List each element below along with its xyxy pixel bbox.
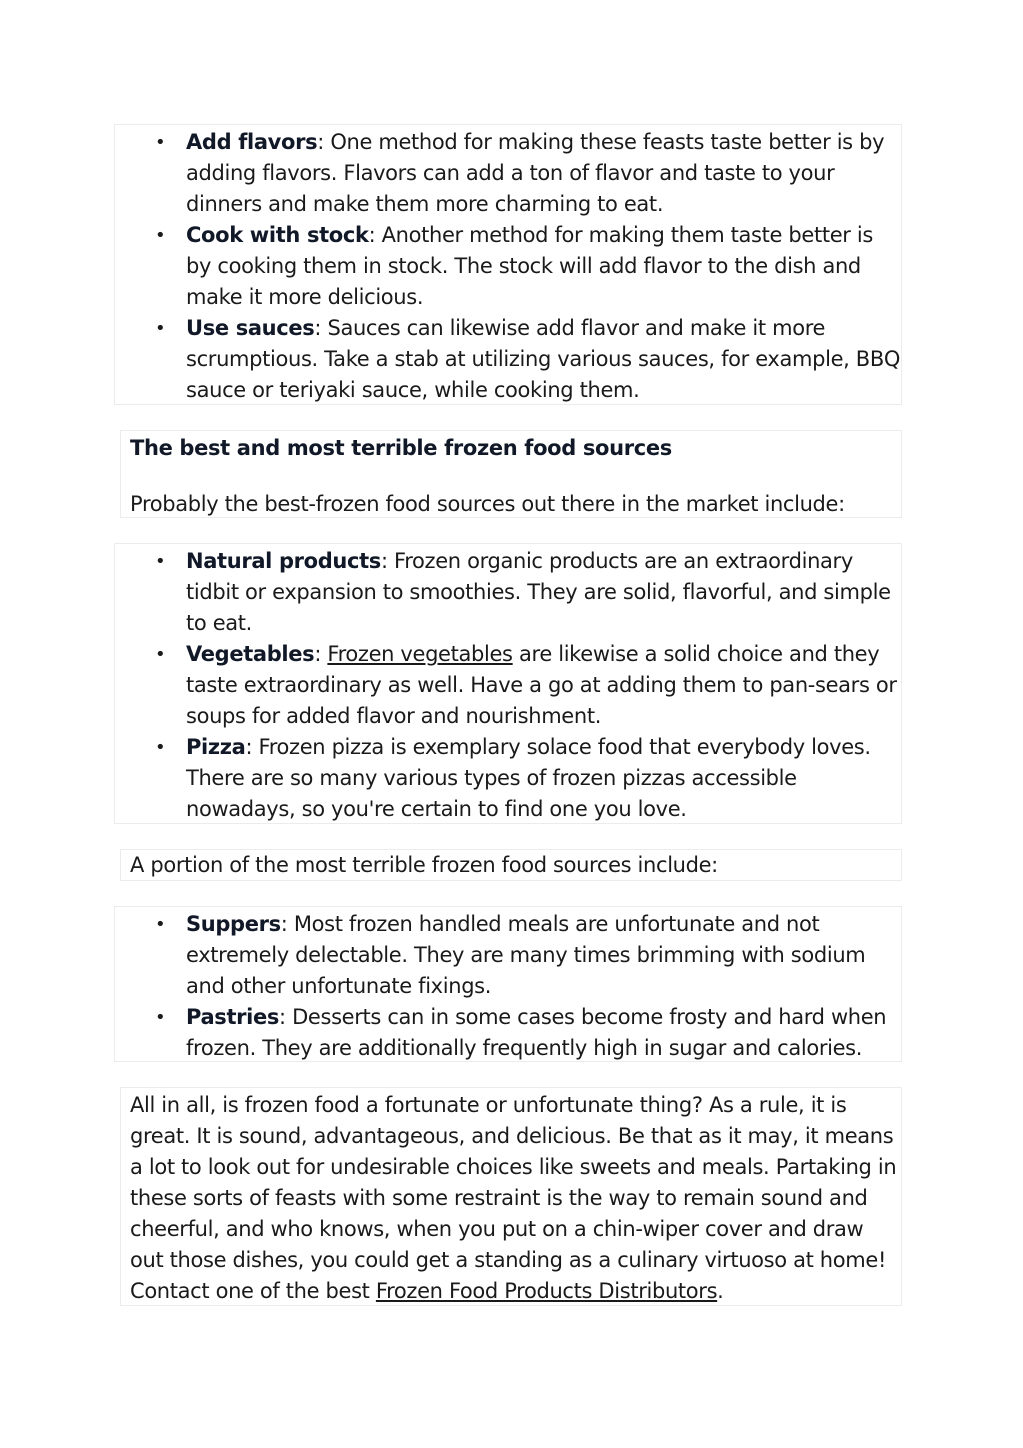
list-item xyxy=(115,909,901,1002)
list-item-text: are likewise a solid choice and they taste extraordinary as well. Have a go at adding them to pan-sears or soups for added flavor and nourishment. xyxy=(186,642,897,728)
list-item-separator: : xyxy=(314,642,328,666)
worst-foods-intro-block xyxy=(120,849,902,881)
list-item xyxy=(115,732,901,825)
best-foods-intro-block xyxy=(120,430,902,518)
list-item-term: Pastries xyxy=(186,1005,280,1029)
list-item-term: Natural products xyxy=(186,549,381,573)
list-item xyxy=(115,546,901,639)
worst-foods-intro: A portion of the most terrible frozen food sources include: xyxy=(130,853,718,877)
worst-foods-list xyxy=(115,909,901,1064)
list-item xyxy=(115,127,901,220)
list-item xyxy=(115,220,901,313)
section-heading: The best and most terrible frozen food sources xyxy=(130,436,672,460)
bullet-icon: • xyxy=(155,551,166,572)
worst-foods-list-block xyxy=(114,906,902,1062)
list-item-term: Pizza xyxy=(186,735,246,759)
frozen-vegetables-link[interactable]: Frozen vegetables xyxy=(327,642,513,666)
flavor-tips-list xyxy=(115,127,901,406)
bullet-icon: • xyxy=(155,132,166,153)
list-item-term: Add flavors xyxy=(186,130,318,154)
bullet-icon: • xyxy=(155,225,166,246)
list-item-text: : Another method for making them taste better is by cooking them in stock. The stock will add flavor to the dish and make it more delicious. xyxy=(186,223,873,309)
list-item-term: Cook with stock xyxy=(186,223,369,247)
list-item-term: Vegetables xyxy=(186,642,315,666)
list-item xyxy=(115,313,901,406)
list-item-text: : Frozen organic products are an extraordinary tidbit or expansion to smoothies. They are solid, flavorful, and simple to eat. xyxy=(186,549,891,635)
list-item-term: Suppers xyxy=(186,912,281,936)
bullet-icon: • xyxy=(155,914,166,935)
bullet-icon: • xyxy=(155,644,166,665)
conclusion-text: All in all, is frozen food a fortunate or unfortunate thing? As a rule, it is great. It is sound, advantageous, and delicious. Be that as it may, it means a lot to look out for undesirable choices like sweets and meals. Partaking in these sorts of feasts with some restraint is the way to remain sound and cheerful, and who knows, when you put on a chin-wiper cover and draw out those dishes, you could get a standing as a culinary virtuoso at home! Contact one of the best xyxy=(130,1093,897,1303)
conclusion-block xyxy=(120,1087,902,1306)
bullet-icon: • xyxy=(155,318,166,339)
best-foods-list-block xyxy=(114,543,902,824)
list-item-text: : One method for making these feasts taste better is by adding flavors. Flavors can add a ton of flavor and taste to your dinners and make them more charming to eat. xyxy=(186,130,885,216)
list-item-text: : Most frozen handled meals are unfortunate and not extremely delectable. They are many times brimming with sodium and other unfortunate fixings. xyxy=(186,912,866,998)
list-item-text: : Frozen pizza is exemplary solace food that everybody loves. There are so many various types of frozen pizzas accessible nowadays, so you're certain to find one you love. xyxy=(186,735,871,821)
best-foods-intro: Probably the best-frozen food sources out there in the market include: xyxy=(130,492,845,516)
bullet-icon: • xyxy=(155,737,166,758)
bullet-icon: • xyxy=(155,1007,166,1028)
list-item xyxy=(115,639,901,732)
conclusion-end: . xyxy=(717,1279,724,1303)
list-item-text: : Sauces can likewise add flavor and make it more scrumptious. Take a stab at utilizing various sauces, for example, BBQ sauce or teriyaki sauce, while cooking them. xyxy=(186,316,901,402)
distributors-link[interactable]: Frozen Food Products Distributors xyxy=(375,1279,718,1303)
list-item xyxy=(115,1002,901,1064)
best-foods-list xyxy=(115,546,901,825)
list-item-text: : Desserts can in some cases become frosty and hard when frozen. They are additionally frequently high in sugar and calories. xyxy=(186,1005,887,1060)
list-item-term: Use sauces xyxy=(186,316,315,340)
conclusion-paragraph xyxy=(121,1090,901,1307)
flavor-tips-list-block xyxy=(114,124,902,405)
